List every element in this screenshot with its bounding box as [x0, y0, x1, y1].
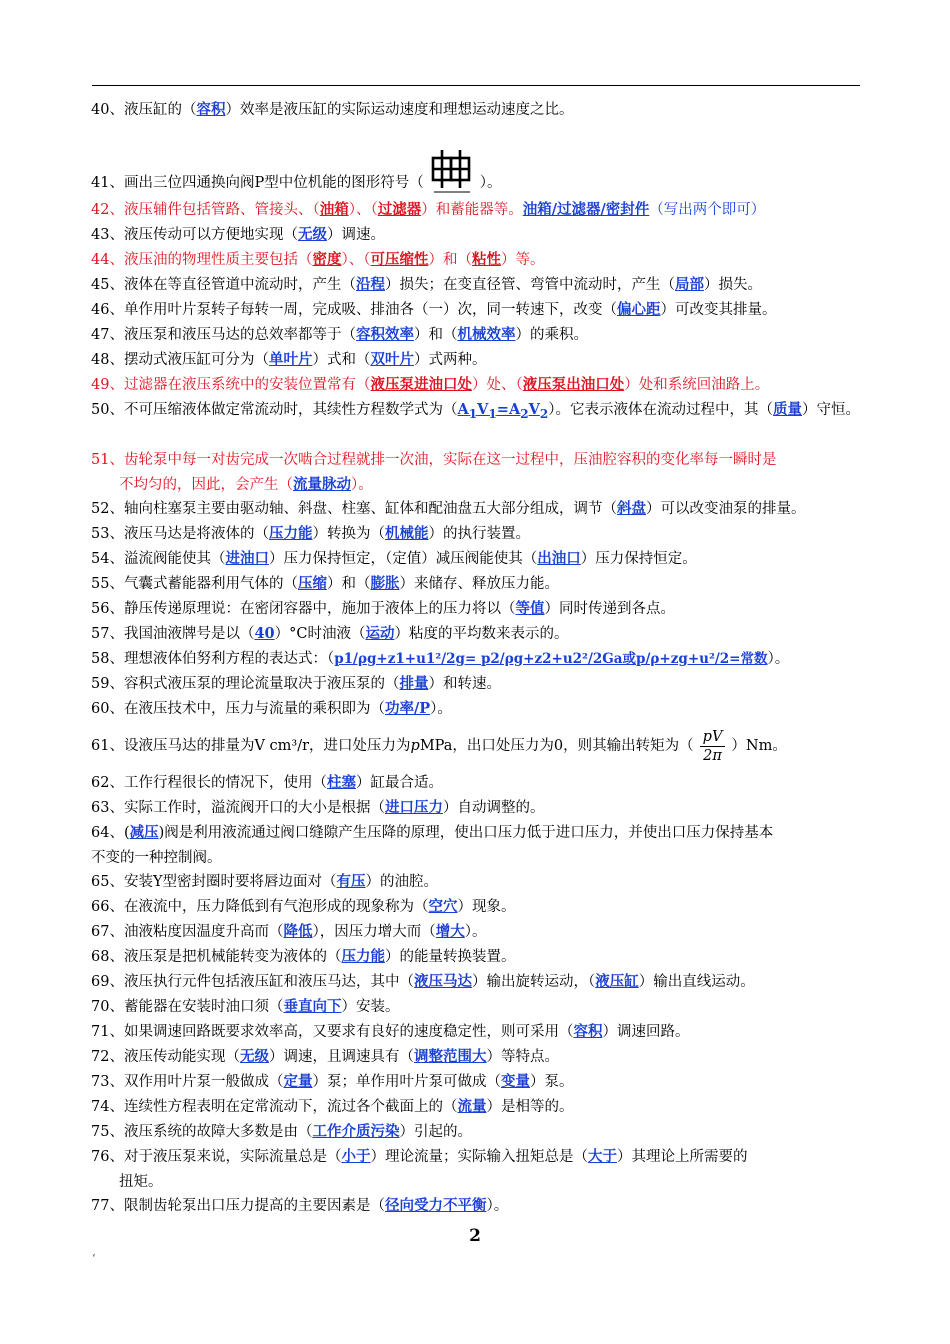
- answer: 流量脉动: [293, 475, 351, 493]
- question-70: 70、蓄能器在安装时油口须（垂直向下）安装。: [91, 998, 400, 1015]
- answer: 小于: [341, 1148, 371, 1165]
- answer: 膨胀: [370, 575, 400, 592]
- question-54: 54、溢流阀能使其（进油口）压力保持恒定，（定值）减压阀能使其（出油口）压力保持恒定。: [91, 550, 697, 567]
- answer: 可压缩性: [370, 251, 429, 268]
- answer: 有压: [336, 873, 366, 890]
- answer: 液压缸: [595, 973, 639, 990]
- torque-fraction: $\frac{pV}{2\pi}$: [700, 728, 726, 765]
- question-65: 65、安装Y型密封圈时要将唇边面对（有压）的油腔。: [91, 873, 439, 890]
- answer: 流量: [457, 1098, 487, 1115]
- question-57: 57、我国油液牌号是以（40）°C时油液（运动）粘度的平均数来表示的。: [91, 625, 569, 642]
- answer: 过滤器: [377, 201, 422, 218]
- answer: 调整范围大: [413, 1048, 487, 1065]
- answer: 液压泵进油口处: [370, 376, 472, 393]
- question-53: 53、液压马达是将液体的（压力能）转换为（机械能）的执行装置。: [91, 525, 530, 542]
- answer: 机械能: [384, 525, 429, 542]
- question-49: 49、过滤器在液压系统中的安装位置常有（液压泵进油口处）处、（液压泵出油口处）处和系统回油路上。: [91, 376, 770, 393]
- answer: 40: [254, 625, 275, 642]
- question-68: 68、液压泵是把机械能转变为液体的（压力能）的能量转换装置。: [91, 948, 516, 965]
- answer: 压力能: [268, 525, 313, 542]
- question-42: 42、液压辅件包括管路、管接头、（油箱）、（过滤器）和蓄能器等。油箱/过滤器/密封件（写出两个即可）: [91, 201, 766, 218]
- answer: 空穴: [428, 898, 458, 915]
- question-74: 74、连续性方程表明在定常流动下，流过各个截面上的（流量）是相等的。: [91, 1098, 574, 1115]
- question-64: 64、(减压)阀是利用液流通过阀口缝隙产生压降的原理，使出口压力低于进口压力，并使出口压力保持基本 不变的一种控制阀。: [91, 824, 774, 866]
- answer: 压力能: [341, 948, 385, 965]
- answer: 液压泵出油口处: [522, 376, 625, 393]
- question-75: 75、液压系统的故障大多数是由（工作介质污染）引起的。: [91, 1123, 472, 1140]
- question-48: 48、摆动式液压缸可分为（单叶片）式和（双叶片）式两种。: [91, 351, 487, 368]
- answer: 粘性: [471, 251, 501, 268]
- question-55: 55、气囊式蓄能器利用气体的（压缩）和（膨胀）来储存、释放压力能。: [91, 575, 559, 592]
- header-rule: [92, 85, 860, 86]
- answer: 油箱: [319, 201, 349, 218]
- answer: 大于: [587, 1148, 617, 1165]
- question-43: 43、液压传动可以方便地实现（无级）调速。: [91, 226, 385, 243]
- page-number: 2: [469, 1226, 481, 1246]
- answer: 无级: [239, 1048, 269, 1065]
- answer: 单叶片: [268, 351, 313, 368]
- question-69: 69、液压执行元件包括液压缸和液压马达，其中（液压马达）输出旋转运动，（液压缸）输出直线运动。: [91, 973, 755, 990]
- answer: 密度: [312, 251, 342, 268]
- question-77: 77、限制齿轮泵出口压力提高的主要因素是（径向受力不平衡）。: [91, 1197, 509, 1214]
- answer: 进油口: [225, 550, 269, 567]
- answer: 柱塞: [326, 774, 356, 791]
- question-59: 59、容积式液压泵的理论流量取决于液压泵的（排量）和转速。: [91, 675, 501, 692]
- answer: 进口压力: [384, 799, 443, 816]
- answer: 容积效率: [355, 326, 414, 343]
- answer: 等值: [515, 600, 545, 617]
- answer: 减压: [129, 824, 159, 841]
- question-51: 51、齿轮泵中每一对齿完成一次啮合过程就排一次油，实际在这一过程中，压油腔容积的变化率每一瞬时是 不均匀的，因此，会产生（流量脉动）。: [91, 452, 777, 493]
- question-47: 47、液压泵和液压马达的总效率都等于（容积效率）和（机械效率）的乘积。: [91, 326, 588, 343]
- answer: 局部: [674, 276, 704, 293]
- question-56: 56、静压传递原理说：在密闭容器中，施加于液体上的压力将以（等值）同时传递到各点。: [91, 600, 675, 617]
- answer: 液压马达: [413, 973, 472, 990]
- question-66: 66、在液流中，压力降低到有气泡形成的现象称为（空穴）现象。: [91, 898, 516, 915]
- question-72: 72、液压传动能实现（无级）调速，且调速具有（调整范围大）等特点。: [91, 1048, 559, 1065]
- answer: 工作介质污染: [312, 1123, 400, 1140]
- answer: 出油口: [537, 550, 581, 567]
- question-46: 46、单作用叶片泵转子每转一周，完成吸、排油各（一）次，同一转速下，改变（偏心距）可改变其排量。: [91, 301, 777, 318]
- question-50: 50、不可压缩液体做定常流动时，其续性方程数学式为$(A_1V_1=A_2V_2)$。它表示液体在流动过程中，其（质量）守恒。: [91, 401, 861, 421]
- answer: 压缩: [297, 575, 327, 592]
- answer: 容积: [196, 101, 226, 118]
- question-61: 61、设液压马达的排量为V cm³/r，进口处压力为pMPa，出口处压力为0，则其输出转矩为（ $\frac{pV}{2\pi}$ ）Nm。: [91, 728, 787, 764]
- question-44: 44、液压油的物理性质主要包括（密度）、（可压缩性）和（粘性）等。: [91, 251, 545, 268]
- answer: 机械效率: [457, 326, 516, 343]
- answer: 沿程: [355, 276, 385, 293]
- question-52: 52、轴向柱塞泵主要由驱动轴、斜盘、柱塞、缸体和配油盘五大部分组成，调节（斜盘）可以改变油泵的排量。: [91, 500, 806, 517]
- answer: 运动: [365, 625, 395, 642]
- answer: p1/ρg+z1+u1²/2g= p2/ρg+z2+u2²/2Ga或p/ρ+zg+u²/2=常数: [334, 651, 768, 667]
- question-41: 41、画出三位四通换向阀P型中位机能的图形符号（ ）。: [91, 148, 863, 218]
- answer: 功率/P: [384, 700, 431, 717]
- question-62: 62、工作行程很长的情况下，使用（柱塞）缸最合适。: [91, 774, 443, 791]
- question-63: 63、实际工作时，溢流阀开口的大小是根据（进口压力）自动调整的。: [91, 799, 545, 816]
- answer: 径向受力不平衡: [384, 1197, 487, 1214]
- answer: $A_1V_1=A_2V_2$: [457, 401, 549, 421]
- question-71: 71、如果调速回路既要求效率高，又要求有良好的速度稳定性，则可采用（容积）调速回路。: [91, 1023, 690, 1040]
- answer: 定量: [283, 1073, 313, 1090]
- answer: 斜盘: [616, 500, 646, 517]
- footer-mark: ‘: [92, 1252, 96, 1265]
- question-58: 58、理想液体伯努利方程的表达式：（p1/ρg+z1+u1²/2g= p2/ρg+z2+u2²/2Ga或p/ρ+zg+u²/2=常数）。: [91, 651, 790, 667]
- answer: 无级: [297, 226, 327, 243]
- question-45: 45、液体在等直径管道中流动时，产生（沿程）损失；在变直径管、弯管中流动时，产生（局部）损失。: [91, 276, 762, 293]
- question-40: 40、液压缸的（容积）效率是液压缸的实际运动速度和理想运动速度之比。: [91, 101, 574, 118]
- answer: 偏心距: [616, 301, 661, 318]
- answer: 降低: [283, 923, 313, 940]
- answer: 增大: [435, 923, 465, 940]
- question-73: 73、双作用叶片泵一般做成（定量）泵；单作用叶片泵可做成（变量）泵。: [91, 1073, 574, 1090]
- answer: 双叶片: [370, 351, 414, 368]
- answer: 垂直向下: [283, 998, 342, 1015]
- answer: 质量: [773, 401, 803, 418]
- answer: 容积: [573, 1023, 603, 1040]
- answer: 排量: [399, 675, 429, 692]
- answer: 油箱/过滤器/密封件: [522, 201, 650, 218]
- question-60: 60、在液压技术中，压力与流量的乘积即为（功率/P）。: [91, 700, 452, 717]
- answer: 变量: [500, 1073, 530, 1090]
- question-76: 76、对于液压泵来说，实际流量总是（小于）理论流量；实际输入扭矩总是（大于）其理论上所需要的 扭矩。: [91, 1148, 748, 1190]
- question-67: 67、油液粘度因温度升高而（降低），因压力增大而（增大）。: [91, 923, 487, 940]
